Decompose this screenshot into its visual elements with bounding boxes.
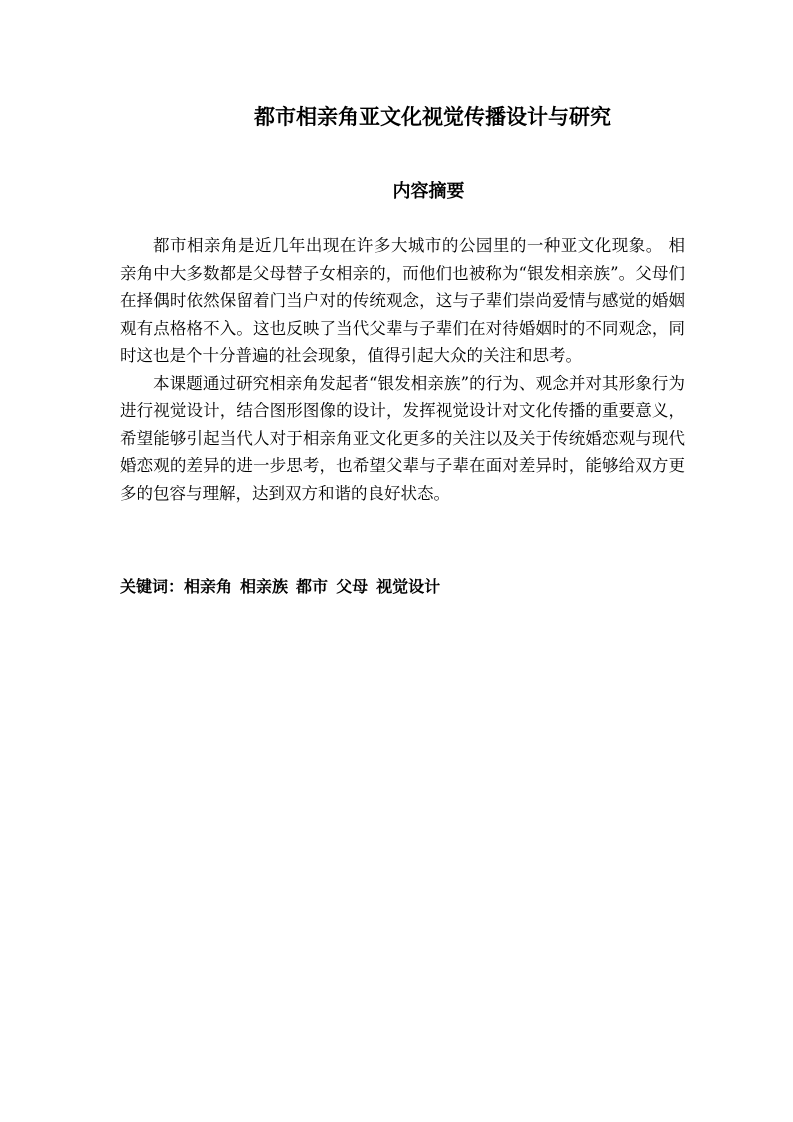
keywords-line bbox=[120, 574, 685, 600]
abstract-paragraph-1: 都市相亲角是近几年出现在许多大城市的公园里的一种亚文化现象。 相亲角中大多数都是父母替子女相亲的，而他们也被称为“银发相亲族”。父母们在择偶时依然保留着门当户对的传统观念，这与子辈们崇尚爱情与感觉的婚姻观有点格格不入。这也反映了当代父辈与子辈们在对待婚姻时的不同观念，同时这也是个十分普遍的社会现象，值得引起大众的关注和思考。 bbox=[120, 236, 685, 365]
keyword-item: 相亲角 bbox=[184, 577, 233, 596]
document-title: 都市相亲角亚文化视觉传播设计与研究 bbox=[254, 105, 611, 129]
keyword-item: 都市 bbox=[296, 577, 329, 596]
abstract-body bbox=[120, 232, 685, 507]
abstract-heading: 内容摘要 bbox=[392, 181, 465, 202]
abstract-paragraph-2: 本课题通过研究相亲角发起者“银发相亲族”的行为、观念并对其形象行为进行视觉设计，结合图形图像的设计，发挥视觉设计对文化传播的重要意义，希望能够引起当代人对于相亲角亚文化更多的关注以及关于传统婚恋观与现代婚恋观的差异的进一步思考，也希望父辈与子辈在面对差异时，能够给双方更多的包容与理解，达到双方和谐的良好状态。 bbox=[120, 373, 685, 503]
keyword-item: 父母 bbox=[336, 577, 369, 596]
keyword-item: 视觉设计 bbox=[376, 577, 441, 596]
keywords-label: 关键词： bbox=[120, 577, 185, 596]
keyword-item: 相亲族 bbox=[240, 577, 289, 596]
